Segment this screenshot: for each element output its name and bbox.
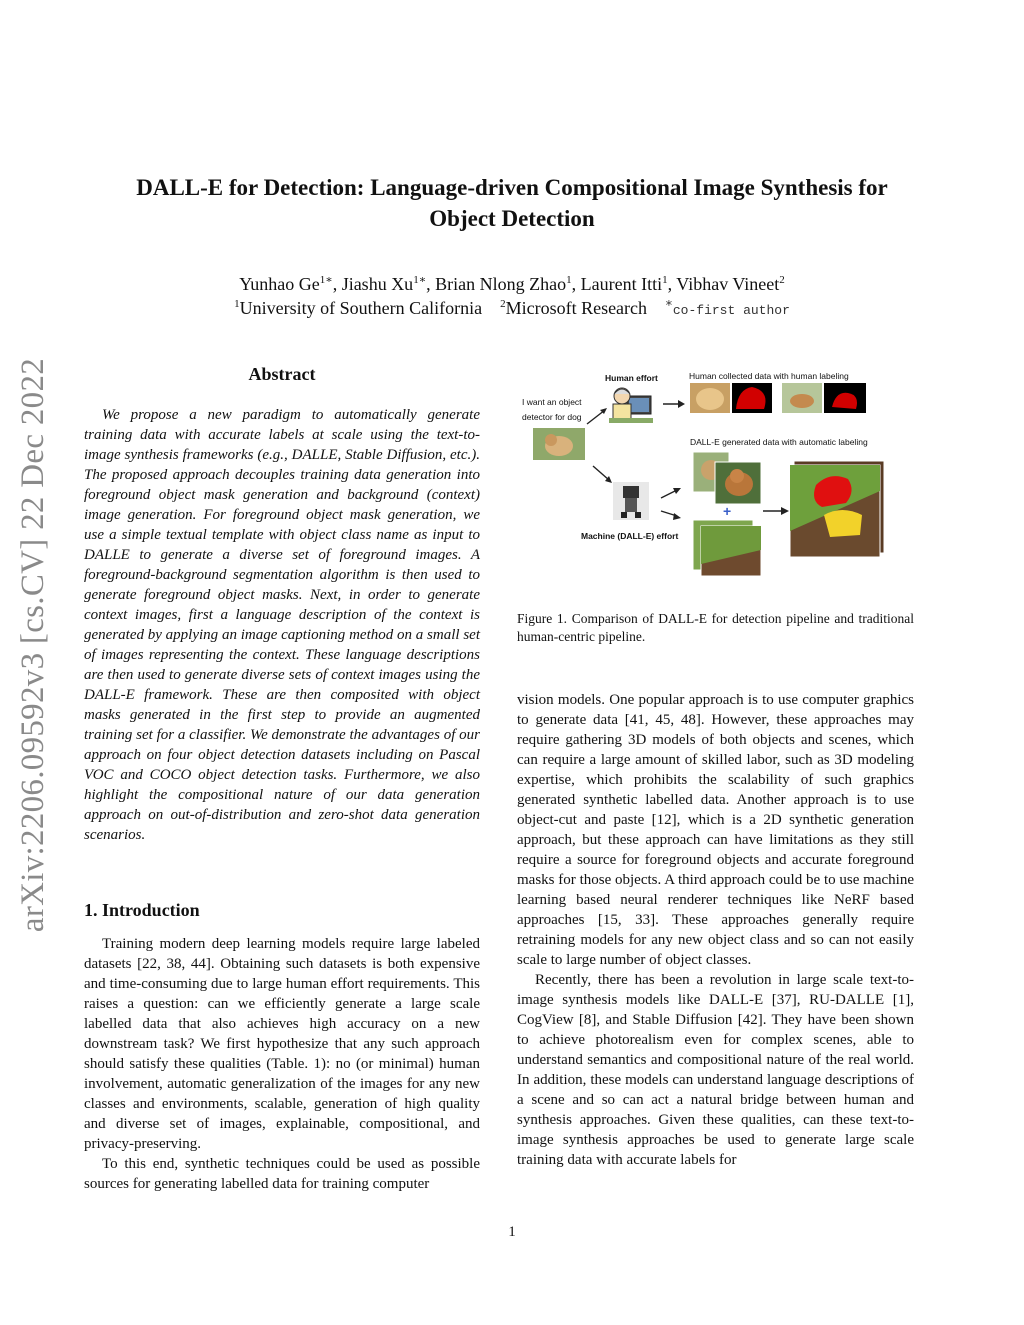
plus-sign: +	[723, 503, 732, 519]
arxiv-stamp	[4, 350, 62, 940]
machine-effort-label: Machine (DALL-E) effort	[581, 531, 679, 541]
author-name: , Brian Nlong Zhao	[426, 274, 567, 294]
arxiv-stamp-text: arXiv:2206.09592v3 [cs.CV] 22 Dec 2022	[15, 357, 51, 933]
abstract-text: We propose a new paradigm to automatically generate training data with accurate labels at scale using the text-to-image synthesis frameworks (e.g., DALLE, Stable Diffusion, etc.). The proposed approach decouples training data generation into foreground object mask generation and background (context) image generation. For foreground object mask generation, we use a simple textual template with object class name as input to DALLE to generate a diverse set of foreground images. A foreground-background segmentation algorithm is then used to generate foreground object masks. Next, in order to generate context images, first a language description of the context is generated by applying an image captioning method on a small set of images representing the context. These language descriptions are then used to generate diverse sets of context images using the DALL-E framework. These are then composited with object masks generated in the first step to provide an augmented training set for a classifier. We demonstrate the advantages of our approach on four object detection datasets including on Pascal VOC and COCO object detection tasks. Furthermore, we also highlight the compositional nature of our data generation approach on out-of-distribution and zero-shot data generation scenarios.	[84, 407, 480, 843]
figure-1	[517, 364, 914, 589]
affil-sup: 1	[234, 298, 240, 310]
human-effort-label: Human effort	[605, 373, 658, 383]
author-name: , Vibhav Vineet	[667, 274, 780, 294]
intro-paragraph-1: Training modern deep learning models require large labeled datasets [22, 38, 44]. Obtaining such datasets is both expensive and time-consuming due to large human effort requirements. This raises a question: can we efficiently generate a large scale labelled data that also achieves high accuracy on a new downstream task? We first hypothesize that any such approach should satisfy these qualities (Table. 1): no (or minimal) human involvement, automatic generalization of the images for any new classes and environments, scalable, generation of high quality and diverse set of images, explainable, compositional, and privacy-preserving.	[84, 936, 480, 1152]
robot-icon	[613, 482, 649, 520]
affiliation-microsoft: Microsoft Research	[505, 298, 648, 318]
output-arrow	[761, 506, 791, 516]
author-sup: 1	[662, 274, 668, 286]
author-sup: 2	[779, 274, 785, 286]
title-line-2: Object Detection	[429, 206, 595, 231]
author-sup: 1∗	[413, 274, 427, 286]
intro-body	[84, 934, 480, 1194]
affil-sup: ∗	[665, 296, 673, 311]
dalle-foreground-photos	[693, 452, 763, 506]
human-labeled-photos	[690, 383, 866, 413]
right-paragraph-2: Recently, there has been a revolution in large scale text-to-image synthesis models like DALL-E [37], RU-DALLE [1], CogView [8], and Stable Diffusion [42]. They have been shown to achieve photorealism even for complex scenes, able to understand semantics and compositional nature of the real world. In addition, these models can understand language descriptions of a scene and so can act a natural bridge between human and synthesis approaches. Given these qualities, can these text-to-image synthesis approaches be used to generate large scale training data with accurate labels for	[517, 972, 914, 1168]
right-column-body	[517, 690, 914, 1170]
figure-1-caption: Figure 1. Comparison of DALL-E for detection pipeline and traditional human-centric pipeline.	[517, 611, 914, 644]
author-name: Yunhao Ge	[239, 274, 320, 294]
dalle-generated-label: DALL-E generated data with automatic labeling	[690, 437, 868, 447]
author-sup: 1	[566, 274, 572, 286]
human-collected-label: Human collected data with human labeling	[689, 371, 849, 381]
composited-output-photo	[790, 461, 886, 559]
dalle-background-photos	[693, 520, 763, 578]
co-first-author-note: co-first author	[672, 303, 790, 318]
page-number: 1	[508, 1224, 516, 1240]
affiliations	[80, 292, 944, 323]
title-line-1: DALL-E for Detection: Language-driven Compositional Image Synthesis for	[136, 175, 888, 200]
author-name: , Jiashu Xu	[332, 274, 414, 294]
intro-paragraph-2: To this end, synthetic techniques could be used as possible sources for generating labelled data for training computer	[84, 1156, 480, 1192]
right-paragraph-1: vision models. One popular approach is to use computer graphics to generate data [41, 45, 48]. However, these approaches may require gathering 3D models of both objects and scenes, which can require a large amount of skilled labor, such as 3D modeling expertise, which prohibits the scalability of such graphics generated synthetic labelled data. Another approach is to use object-cut and paste [12], which is a 2D synthetic generation approach, but these approach can have limitations as they still require a source for foreground objects and accurate foreground masks for those objects. A third approach could be to use machine learning based neural renderer techniques like NeRF based approaches [15, 33]. These approaches generally require retraining models for any new object class and so can not easily scale to large number of object classes.	[517, 692, 914, 968]
intro-heading: 1. Introduction	[84, 900, 200, 920]
abstract-heading: Abstract	[248, 364, 316, 384]
author-name: , Laurent Itti	[571, 274, 663, 294]
request-line-2: detector for dog	[522, 412, 582, 422]
dog-input-photo	[533, 428, 585, 460]
affil-sup: 2	[500, 298, 506, 310]
affiliation-usc: University of Southern California	[239, 298, 483, 318]
author-sup: 1∗	[319, 274, 333, 286]
request-line-1: I want an object	[522, 397, 582, 407]
paper-title	[80, 172, 944, 234]
